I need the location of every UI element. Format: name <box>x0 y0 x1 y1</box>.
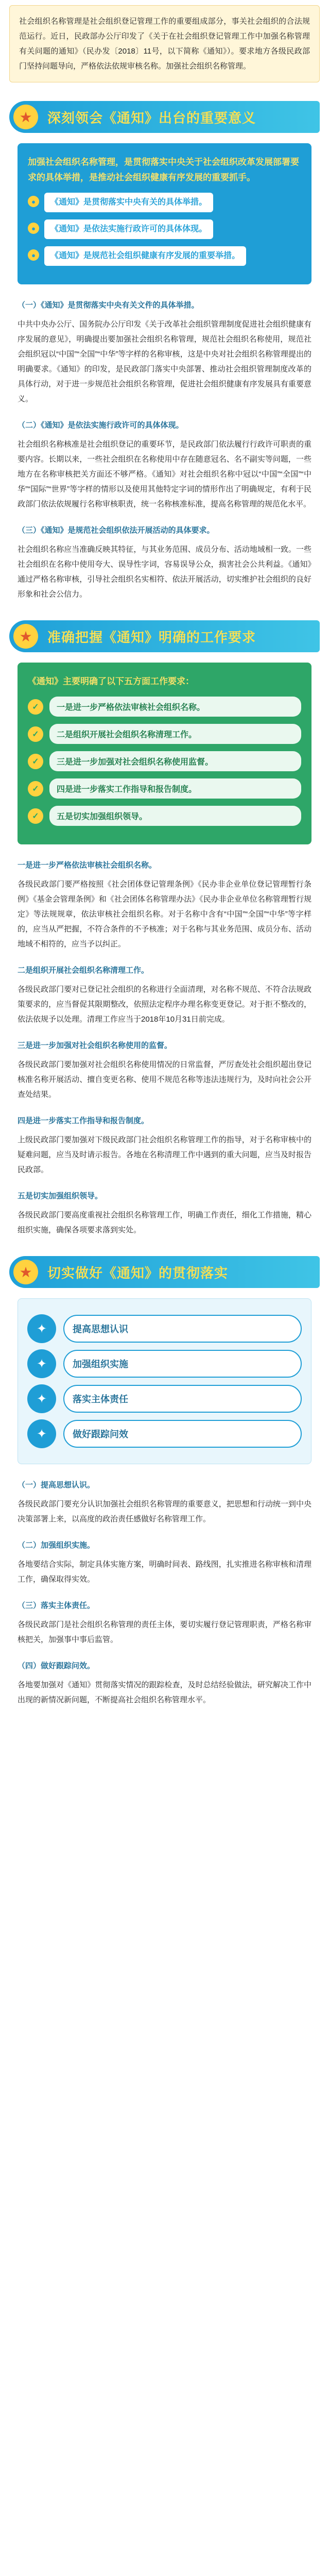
task-item <box>27 1419 302 1448</box>
check-icon: ✓ <box>28 781 43 796</box>
paragraph-heading: （三）落实主体责任。 <box>18 1601 95 1610</box>
paragraph-heading: 三是进一步加强对社会组织名称使用的监督。 <box>18 1041 172 1050</box>
section-banner-3 <box>9 1256 320 1288</box>
quote-item <box>28 246 301 266</box>
paragraph: 各级民政部门是社会组织名称管理的责任主体，要切实履行登记管理职责，严格名称审核把关，加强事中事后监管。 <box>18 1620 311 1644</box>
quote-item <box>28 219 301 239</box>
requirement-item <box>28 697 301 717</box>
track-icon: ✦ <box>27 1419 56 1448</box>
section-banner-2 <box>9 620 320 652</box>
paragraph: 各级民政部门要高度重视社会组织名称管理工作，明确工作责任，细化工作措施，精心组织实施，确保各项要求落到实处。 <box>18 1211 311 1234</box>
section-title-3: 切实做好《通知》的贯彻落实 <box>47 1265 229 1281</box>
paragraph: 社会组织名称核准是社会组织登记的重要环节，是民政部门依法履行行政许可职责的重要内容。长期以来，一些社会组织在名称使用中存在随意冠名、名不副实等问题，一些地方在名称审核把关方面还不够严格。《通知》对社会组织名称中冠以“中国”“全国”“中华”“国际”“世界”等字样的情形以及使用其他特定字词的情形作出了明确规定，有利于民政部门依法依规履行名称审核职责，统一名称核准标准，提高名称管理的规范化水平。 <box>18 440 311 509</box>
paragraph: 社会组织名称应当准确反映其特征，与其业务范围、成员分布、活动地域相一致。一些社会组织在名称中使用夸大、误导性字词，容易误导公众，损害社会公共利益。《通知》通过严格名称审核，引导社会组织名实相符、依法开展活动，切实维护社会组织的良好形象和社会公信力。 <box>18 545 311 599</box>
paragraph-heading: （一）《通知》是贯彻落实中央有关文件的具体举措。 <box>18 301 199 310</box>
task-item <box>27 1314 302 1343</box>
paragraph: 各级民政部门要对已登记社会组织的名称进行全面清理，对名称不规范、不符合法规政策要求的，应当督促其限期整改，依照法定程序办理名称变更登记。对于拒不整改的，依法依规予以处理。清理工作应当于2018年10月31日前完成。 <box>18 985 311 1024</box>
tasks-box <box>18 1298 311 1464</box>
paragraph-heading: （四）做好跟踪问效。 <box>18 1662 95 1670</box>
quote-item-label: 《通知》是依法实施行政许可的具体体现。 <box>44 219 213 239</box>
section-title-2: 准确把握《通知》明确的工作要求 <box>47 629 256 645</box>
paragraph-heading: （二）《通知》是依法实施行政许可的具体体现。 <box>18 421 184 430</box>
task-item <box>27 1349 302 1378</box>
team-icon: ✦ <box>27 1349 56 1378</box>
idea-icon: ✦ <box>27 1314 56 1343</box>
section-banner-1 <box>9 101 320 133</box>
requirement-item <box>28 751 301 771</box>
requirement-item <box>28 778 301 799</box>
paragraph: 各级民政部门要充分认识加强社会组织名称管理的重要意义，把思想和行动统一到中央决策部署上来，以高度的政治责任感做好名称管理工作。 <box>18 1500 311 1523</box>
paragraph: 各级民政部门要加强对社会组织名称使用情况的日常监督，严厉查处社会组织超出登记核准名称开展活动、擅自变更名称、使用不规范名称等违法违规行为，及时向社会公开查处结果。 <box>18 1060 311 1099</box>
requirement-label: 三是进一步加强对社会组织名称使用监督。 <box>49 751 301 771</box>
requirement-label: 一是进一步严格依法审核社会组织名称。 <box>49 697 301 717</box>
check-icon: ✓ <box>28 808 43 824</box>
quote-lead: 加强社会组织名称管理，是贯彻落实中央关于社会组织改革发展部署要求的具体举措，是推动社会组织健康有序发展的重要抓手。 <box>28 157 299 182</box>
task-label: 加强组织实施 <box>63 1350 302 1378</box>
star-icon: ★ <box>13 105 38 129</box>
paragraph-heading: 五是切实加强组织领导。 <box>18 1192 103 1200</box>
paragraph: 上级民政部门要加强对下级民政部门社会组织名称管理工作的指导，对于名称审核中的疑难问题，应当及时请示报告。各地在名称清理工作中遇到的重大问题，应当及时报告民政部。 <box>18 1136 311 1174</box>
task-label: 提高思想认识 <box>63 1315 302 1343</box>
requirement-label: 四是进一步落实工作指导和报告制度。 <box>49 778 301 799</box>
paragraph: 各地要加强对《通知》贯彻落实情况的跟踪检查，及时总结经验做法，研究解决工作中出现的新情况新问题，不断提高社会组织名称管理水平。 <box>18 1681 311 1704</box>
intro-text: 社会组织名称管理是社会组织登记管理工作的重要组成部分，事关社会组织的合法规范运行。近日，民政部办公厅印发了《关于在社会组织登记管理工作中加强名称管理有关问题的通知》（民办发〔2018〕11号，以下简称《通知》）。要求地方各级民政部门坚持问题导向，严格依法依规审核名称。加强社会组织名称管理。 <box>19 17 310 71</box>
star-icon: ★ <box>13 624 38 649</box>
paragraph-heading: 二是组织开展社会组织名称清理工作。 <box>18 966 149 975</box>
intro-box <box>9 5 320 82</box>
requirement-label: 五是切实加强组织领导。 <box>49 806 301 826</box>
requirements-box <box>18 663 311 844</box>
paragraph-heading: （二）加强组织实施。 <box>18 1541 95 1550</box>
paragraph-heading: 四是进一步落实工作指导和报告制度。 <box>18 1116 149 1125</box>
quote-item-label: 《通知》是规范社会组织健康有序发展的重要举措。 <box>44 246 246 266</box>
section-title-1: 深刻领会《通知》出台的重要意义 <box>47 110 256 126</box>
quote-item-label: 《通知》是贯彻落实中央有关的具体举措。 <box>44 193 213 212</box>
paragraph-heading: 一是进一步严格依法审核社会组织名称。 <box>18 861 157 870</box>
paragraph: 中共中央办公厅、国务院办公厅印发《关于改革社会组织管理制度促进社会组织健康有序发展的意见》，明确提出要加强社会组织名称管理，规范社会组织名称使用，规范社会组织冠以“中国”“全国”“中华”等字样的名称审核，这是中央对社会组织名称管理提出的明确要求。《通知》的印发，是民政部门落实中央部署、推动社会组织管理制度改革的具体行动，对于进一步规范社会组织名称管理，促进社会组织健康有序发展具有重要意义。 <box>18 320 311 403</box>
quote-box <box>18 143 311 284</box>
paragraph-heading: （一）提高思想认识。 <box>18 1481 95 1489</box>
task-label: 落实主体责任 <box>63 1385 302 1413</box>
check-icon: ✓ <box>28 726 43 742</box>
duty-icon: ✦ <box>27 1384 56 1413</box>
requirement-label: 二是组织开展社会组织名称清理工作。 <box>49 724 301 744</box>
bullet-icon: ● <box>28 196 39 207</box>
paragraph: 各级民政部门要严格按照《社会团体登记管理条例》《民办非企业单位登记管理暂行条例》《基金会管理条例》和《社会团体名称管理办法》《民办非企业单位名称管理暂行规定》等法规规章，依法审核社会组织名称。对于名称中含有“中国”“全国”“中华”等字样的，应当从严把握，不符合条件的不予核准；对于名称与其业务范围、成员分布、活动地域不相符的，应当予以纠正。 <box>18 880 311 948</box>
star-icon: ★ <box>13 1260 38 1284</box>
requirement-item <box>28 806 301 826</box>
paragraph: 各地要结合实际，制定具体实施方案，明确时间表、路线图，扎实推进名称审核和清理工作，确保取得实效。 <box>18 1560 311 1584</box>
task-item <box>27 1384 302 1413</box>
requirements-lead: 《通知》主要明确了以下五方面工作要求： <box>28 676 194 686</box>
paragraph-heading: （三）《通知》是规范社会组织依法开展活动的具体要求。 <box>18 526 215 535</box>
requirement-item <box>28 724 301 744</box>
check-icon: ✓ <box>28 699 43 715</box>
check-icon: ✓ <box>28 754 43 769</box>
bullet-icon: ● <box>28 249 39 261</box>
bullet-icon: ● <box>28 223 39 234</box>
quote-item <box>28 193 301 212</box>
task-label: 做好跟踪问效 <box>63 1420 302 1448</box>
